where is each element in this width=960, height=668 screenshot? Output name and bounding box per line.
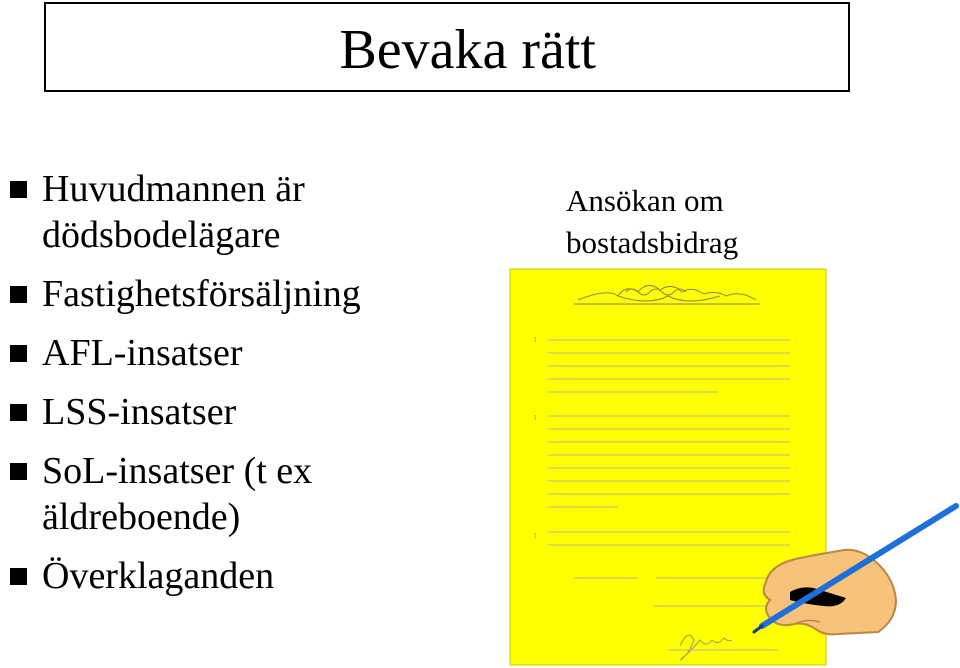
caption-line-2: bostadsbidrag [566,225,739,260]
bullet-item [0,448,420,540]
bullet-square-icon [10,345,27,362]
bullet-item [0,271,420,317]
hand-icon [764,550,896,635]
bullet-list [0,166,420,612]
bullet-text: Huvudmannen är dödsbodelägare [42,168,305,256]
svg-text:I: I [534,414,537,422]
illustration-caption [566,180,738,264]
bullet-text: SoL-insatser (t ex äldreboende) [42,450,313,538]
svg-text:I: I [534,336,537,344]
bullet-text: Fastighetsförsäljning [42,273,361,315]
bullet-item [0,166,420,258]
caption-line-1: Ansökan om [566,183,724,218]
document-signing-illustration [508,266,960,668]
slide-title: Bevaka rätt [339,19,596,81]
bullet-text: LSS-insatser [42,391,237,433]
bullet-item [0,389,420,435]
bullet-square-icon [10,181,27,198]
bullet-text: AFL-insatser [42,332,243,374]
bullet-square-icon [10,286,27,303]
bullet-item [0,330,420,376]
bullet-item [0,553,420,599]
bullet-square-icon [10,404,27,421]
svg-text:I: I [534,532,537,540]
title-box [44,2,850,92]
bullet-square-icon [10,463,27,480]
bullet-text: Överklaganden [42,555,275,597]
bullet-square-icon [10,568,27,585]
